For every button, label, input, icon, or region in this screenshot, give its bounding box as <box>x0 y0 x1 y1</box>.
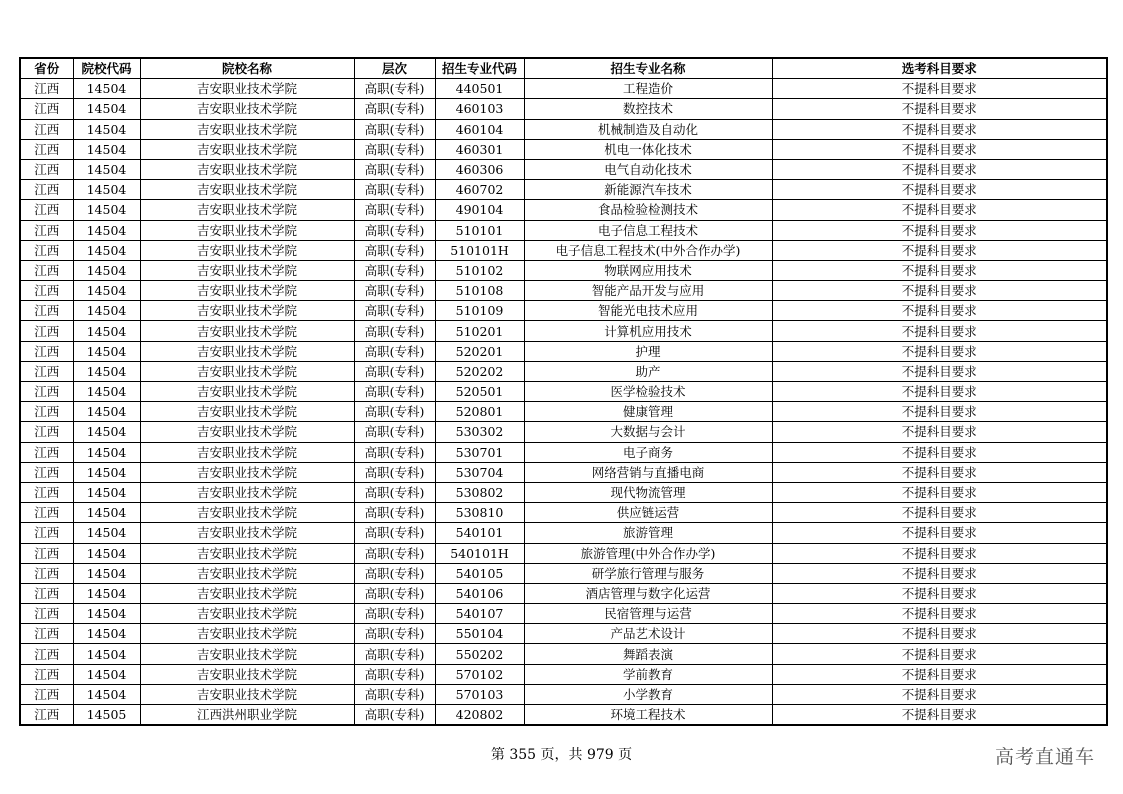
table-cell: 江西 <box>20 119 73 139</box>
table-cell: 14504 <box>73 442 140 462</box>
table-cell: 吉安职业技术学院 <box>140 321 354 341</box>
table-cell: 高职(专科) <box>354 664 435 684</box>
table-cell: 供应链运营 <box>524 503 772 523</box>
table-cell: 电子商务 <box>524 442 772 462</box>
table-row <box>20 563 1107 583</box>
table-cell: 江西 <box>20 99 73 119</box>
table-row <box>20 705 1107 726</box>
table-cell: 吉安职业技术学院 <box>140 644 354 664</box>
table-row <box>20 482 1107 502</box>
table-cell: 江西 <box>20 382 73 402</box>
table-cell: 不提科目要求 <box>772 180 1107 200</box>
table-cell: 14504 <box>73 644 140 664</box>
column-header: 院校代码 <box>73 58 140 79</box>
table-row <box>20 664 1107 684</box>
table-row <box>20 240 1107 260</box>
table-cell: 高职(专科) <box>354 482 435 502</box>
table-cell: 大数据与会计 <box>524 422 772 442</box>
table-cell: 江西 <box>20 482 73 502</box>
table-cell: 510201 <box>435 321 524 341</box>
table-cell: 530701 <box>435 442 524 462</box>
column-header: 招生专业代码 <box>435 58 524 79</box>
table-cell: 高职(专科) <box>354 180 435 200</box>
table-cell: 健康管理 <box>524 402 772 422</box>
table-cell: 不提科目要求 <box>772 543 1107 563</box>
table-cell: 吉安职业技术学院 <box>140 301 354 321</box>
table-cell: 不提科目要求 <box>772 624 1107 644</box>
table-cell: 高职(专科) <box>354 321 435 341</box>
table-cell: 吉安职业技术学院 <box>140 382 354 402</box>
table-cell: 江西 <box>20 523 73 543</box>
table-cell: 420802 <box>435 705 524 726</box>
table-cell: 540105 <box>435 563 524 583</box>
table-cell: 江西 <box>20 79 73 99</box>
table-cell: 高职(专科) <box>354 462 435 482</box>
table-cell: 江西 <box>20 220 73 240</box>
table-cell: 14504 <box>73 503 140 523</box>
table-cell: 酒店管理与数字化运营 <box>524 583 772 603</box>
table-cell: 不提科目要求 <box>772 563 1107 583</box>
table-cell: 490104 <box>435 200 524 220</box>
table-cell: 高职(专科) <box>354 361 435 381</box>
table-cell: 学前教育 <box>524 664 772 684</box>
table-row <box>20 604 1107 624</box>
table-cell: 不提科目要求 <box>772 341 1107 361</box>
table-cell: 新能源汽车技术 <box>524 180 772 200</box>
table-cell: 530302 <box>435 422 524 442</box>
table-cell: 14504 <box>73 79 140 99</box>
table-cell: 江西 <box>20 563 73 583</box>
table-row <box>20 402 1107 422</box>
table-row <box>20 684 1107 704</box>
table-cell: 江西 <box>20 180 73 200</box>
table-cell: 520801 <box>435 402 524 422</box>
table-cell: 460104 <box>435 119 524 139</box>
table-cell: 570103 <box>435 684 524 704</box>
table-cell: 高职(专科) <box>354 422 435 442</box>
table-cell: 江西 <box>20 260 73 280</box>
table-cell: 14504 <box>73 260 140 280</box>
table-cell: 江西 <box>20 281 73 301</box>
table-cell: 14504 <box>73 684 140 704</box>
table-cell: 高职(专科) <box>354 563 435 583</box>
table-cell: 14504 <box>73 139 140 159</box>
table-cell: 14504 <box>73 281 140 301</box>
table-cell: 540106 <box>435 583 524 603</box>
table-cell: 吉安职业技术学院 <box>140 422 354 442</box>
table-cell: 不提科目要求 <box>772 523 1107 543</box>
table-cell: 不提科目要求 <box>772 281 1107 301</box>
table-cell: 江西 <box>20 684 73 704</box>
table-row <box>20 644 1107 664</box>
table-cell: 吉安职业技术学院 <box>140 220 354 240</box>
table-cell: 高职(专科) <box>354 543 435 563</box>
table-row <box>20 462 1107 482</box>
table-cell: 吉安职业技术学院 <box>140 260 354 280</box>
table-cell: 14504 <box>73 99 140 119</box>
table-cell: 不提科目要求 <box>772 462 1107 482</box>
table-cell: 不提科目要求 <box>772 442 1107 462</box>
table-cell: 吉安职业技术学院 <box>140 684 354 704</box>
column-header: 层次 <box>354 58 435 79</box>
table-cell: 环境工程技术 <box>524 705 772 726</box>
table-cell: 高职(专科) <box>354 624 435 644</box>
table-cell: 吉安职业技术学院 <box>140 462 354 482</box>
table-cell: 不提科目要求 <box>772 503 1107 523</box>
table-cell: 不提科目要求 <box>772 139 1107 159</box>
table-header-row <box>20 58 1107 79</box>
table-row <box>20 159 1107 179</box>
table-cell: 高职(专科) <box>354 382 435 402</box>
table-cell: 530802 <box>435 482 524 502</box>
column-header: 选考科目要求 <box>772 58 1107 79</box>
table-cell: 不提科目要求 <box>772 644 1107 664</box>
table-cell: 510101H <box>435 240 524 260</box>
table-row <box>20 281 1107 301</box>
table-row <box>20 99 1107 119</box>
table-cell: 高职(专科) <box>354 402 435 422</box>
table-cell: 高职(专科) <box>354 341 435 361</box>
table-cell: 工程造价 <box>524 79 772 99</box>
table-cell: 高职(专科) <box>354 684 435 704</box>
table-cell: 数控技术 <box>524 99 772 119</box>
table-cell: 14504 <box>73 180 140 200</box>
column-header: 省份 <box>20 58 73 79</box>
table-cell: 江西 <box>20 442 73 462</box>
table-cell: 高职(专科) <box>354 220 435 240</box>
table-row <box>20 341 1107 361</box>
table-cell: 江西 <box>20 321 73 341</box>
table-cell: 14504 <box>73 200 140 220</box>
table-cell: 现代物流管理 <box>524 482 772 502</box>
table-cell: 产品艺术设计 <box>524 624 772 644</box>
table-cell: 不提科目要求 <box>772 321 1107 341</box>
table-cell: 智能光电技术应用 <box>524 301 772 321</box>
table-cell: 江西洪州职业学院 <box>140 705 354 726</box>
table-cell: 江西 <box>20 200 73 220</box>
table-cell: 14504 <box>73 321 140 341</box>
table-cell: 旅游管理(中外合作办学) <box>524 543 772 563</box>
table-cell: 高职(专科) <box>354 705 435 726</box>
table-cell: 14505 <box>73 705 140 726</box>
table-cell: 江西 <box>20 361 73 381</box>
table-cell: 不提科目要求 <box>772 583 1107 603</box>
table-cell: 14504 <box>73 664 140 684</box>
table-cell: 江西 <box>20 543 73 563</box>
column-header: 院校名称 <box>140 58 354 79</box>
table-row <box>20 79 1107 99</box>
table-cell: 14504 <box>73 341 140 361</box>
table-cell: 食品检验检测技术 <box>524 200 772 220</box>
table-cell: 江西 <box>20 422 73 442</box>
table-cell: 江西 <box>20 644 73 664</box>
table-cell: 14504 <box>73 583 140 603</box>
table-cell: 高职(专科) <box>354 260 435 280</box>
table-cell: 14504 <box>73 240 140 260</box>
table-cell: 江西 <box>20 402 73 422</box>
table-row <box>20 583 1107 603</box>
table-cell: 江西 <box>20 462 73 482</box>
table-cell: 小学教育 <box>524 684 772 704</box>
table-cell: 570102 <box>435 664 524 684</box>
table-cell: 不提科目要求 <box>772 119 1107 139</box>
table-cell: 高职(专科) <box>354 159 435 179</box>
table-cell: 江西 <box>20 341 73 361</box>
table-cell: 吉安职业技术学院 <box>140 482 354 502</box>
table-cell: 高职(专科) <box>354 139 435 159</box>
table-cell: 550202 <box>435 644 524 664</box>
table-row <box>20 503 1107 523</box>
table-cell: 吉安职业技术学院 <box>140 563 354 583</box>
page-number: 第 355 页，共 979 页 <box>490 747 633 763</box>
table-cell: 江西 <box>20 624 73 644</box>
table-row <box>20 624 1107 644</box>
table-cell: 14504 <box>73 361 140 381</box>
table-row <box>20 361 1107 381</box>
table-cell: 民宿管理与运营 <box>524 604 772 624</box>
table-cell: 510101 <box>435 220 524 240</box>
table-cell: 540107 <box>435 604 524 624</box>
table-cell: 江西 <box>20 139 73 159</box>
table-cell: 高职(专科) <box>354 604 435 624</box>
table-cell: 电气自动化技术 <box>524 159 772 179</box>
table-cell: 14504 <box>73 624 140 644</box>
table-cell: 高职(专科) <box>354 301 435 321</box>
table-cell: 高职(专科) <box>354 99 435 119</box>
table-cell: 高职(专科) <box>354 240 435 260</box>
table-cell: 14504 <box>73 301 140 321</box>
table-cell: 14504 <box>73 382 140 402</box>
table-cell: 14504 <box>73 543 140 563</box>
table-cell: 不提科目要求 <box>772 301 1107 321</box>
table-row <box>20 260 1107 280</box>
table-cell: 14504 <box>73 220 140 240</box>
table-cell: 不提科目要求 <box>772 422 1107 442</box>
table-cell: 旅游管理 <box>524 523 772 543</box>
table-cell: 吉安职业技术学院 <box>140 523 354 543</box>
table-row <box>20 119 1107 139</box>
table-cell: 530810 <box>435 503 524 523</box>
table-cell: 高职(专科) <box>354 503 435 523</box>
table-row <box>20 382 1107 402</box>
table-cell: 吉安职业技术学院 <box>140 200 354 220</box>
table-row <box>20 220 1107 240</box>
table-cell: 高职(专科) <box>354 583 435 603</box>
table-cell: 不提科目要求 <box>772 240 1107 260</box>
admission-table <box>19 57 1108 726</box>
table-cell: 不提科目要求 <box>772 361 1107 381</box>
table-cell: 护理 <box>524 341 772 361</box>
table-cell: 吉安职业技术学院 <box>140 159 354 179</box>
table-cell: 540101 <box>435 523 524 543</box>
table-cell: 医学检验技术 <box>524 382 772 402</box>
table-cell: 14504 <box>73 563 140 583</box>
table-row <box>20 139 1107 159</box>
table-row <box>20 200 1107 220</box>
table-row <box>20 523 1107 543</box>
table-cell: 460103 <box>435 99 524 119</box>
table-cell: 吉安职业技术学院 <box>140 281 354 301</box>
table-cell: 高职(专科) <box>354 644 435 664</box>
table-cell: 研学旅行管理与服务 <box>524 563 772 583</box>
table-cell: 吉安职业技术学院 <box>140 361 354 381</box>
table-cell: 不提科目要求 <box>772 260 1107 280</box>
table-cell: 14504 <box>73 462 140 482</box>
table-cell: 吉安职业技术学院 <box>140 119 354 139</box>
table-cell: 吉安职业技术学院 <box>140 402 354 422</box>
table-cell: 江西 <box>20 604 73 624</box>
table-row <box>20 301 1107 321</box>
table-cell: 14504 <box>73 482 140 502</box>
table-cell: 510109 <box>435 301 524 321</box>
table-cell: 不提科目要求 <box>772 705 1107 726</box>
table-cell: 14504 <box>73 402 140 422</box>
table-cell: 计算机应用技术 <box>524 321 772 341</box>
table-cell: 吉安职业技术学院 <box>140 180 354 200</box>
table-cell: 540101H <box>435 543 524 563</box>
table-cell: 吉安职业技术学院 <box>140 664 354 684</box>
table-row <box>20 442 1107 462</box>
table-cell: 不提科目要求 <box>772 382 1107 402</box>
table-cell: 14504 <box>73 523 140 543</box>
table-cell: 不提科目要求 <box>772 482 1107 502</box>
table-cell: 电子信息工程技术 <box>524 220 772 240</box>
table-cell: 高职(专科) <box>354 200 435 220</box>
table-cell: 吉安职业技术学院 <box>140 99 354 119</box>
table-cell: 物联网应用技术 <box>524 260 772 280</box>
table-row <box>20 180 1107 200</box>
table-row <box>20 321 1107 341</box>
table-cell: 吉安职业技术学院 <box>140 341 354 361</box>
table-cell: 不提科目要求 <box>772 402 1107 422</box>
table-cell: 520201 <box>435 341 524 361</box>
table-cell: 吉安职业技术学院 <box>140 503 354 523</box>
table-cell: 吉安职业技术学院 <box>140 624 354 644</box>
table-cell: 高职(专科) <box>354 79 435 99</box>
table-cell: 高职(专科) <box>354 119 435 139</box>
table-cell: 460301 <box>435 139 524 159</box>
table-cell: 吉安职业技术学院 <box>140 139 354 159</box>
table-cell: 吉安职业技术学院 <box>140 604 354 624</box>
table-cell: 不提科目要求 <box>772 99 1107 119</box>
table-cell: 14504 <box>73 159 140 179</box>
table-cell: 不提科目要求 <box>772 684 1107 704</box>
table-cell: 550104 <box>435 624 524 644</box>
table-cell: 14504 <box>73 119 140 139</box>
table-cell: 不提科目要求 <box>772 664 1107 684</box>
table-cell: 江西 <box>20 583 73 603</box>
table-cell: 440501 <box>435 79 524 99</box>
table-cell: 吉安职业技术学院 <box>140 543 354 563</box>
table-cell: 网络营销与直播电商 <box>524 462 772 482</box>
table-cell: 510108 <box>435 281 524 301</box>
table-cell: 江西 <box>20 240 73 260</box>
table-cell: 14504 <box>73 422 140 442</box>
table-cell: 智能产品开发与应用 <box>524 281 772 301</box>
table-cell: 江西 <box>20 159 73 179</box>
table-cell: 520202 <box>435 361 524 381</box>
table-cell: 助产 <box>524 361 772 381</box>
table-cell: 江西 <box>20 664 73 684</box>
table-cell: 不提科目要求 <box>772 79 1107 99</box>
table-cell: 14504 <box>73 604 140 624</box>
table-cell: 不提科目要求 <box>772 200 1107 220</box>
column-header: 招生专业名称 <box>524 58 772 79</box>
table-cell: 吉安职业技术学院 <box>140 79 354 99</box>
watermark-logo-text: 高考直通车 <box>994 746 1095 768</box>
table-cell: 高职(专科) <box>354 281 435 301</box>
table-cell: 不提科目要求 <box>772 604 1107 624</box>
table-cell: 机电一体化技术 <box>524 139 772 159</box>
table-cell: 江西 <box>20 503 73 523</box>
table-cell: 吉安职业技术学院 <box>140 442 354 462</box>
table-cell: 不提科目要求 <box>772 220 1107 240</box>
table-cell: 510102 <box>435 260 524 280</box>
table-cell: 吉安职业技术学院 <box>140 583 354 603</box>
table-cell: 460702 <box>435 180 524 200</box>
table-cell: 机械制造及自动化 <box>524 119 772 139</box>
table-cell: 舞蹈表演 <box>524 644 772 664</box>
table-cell: 530704 <box>435 462 524 482</box>
table-cell: 江西 <box>20 705 73 726</box>
table-row <box>20 543 1107 563</box>
table-body <box>20 79 1107 726</box>
table-cell: 吉安职业技术学院 <box>140 240 354 260</box>
table-row <box>20 422 1107 442</box>
admission-table-sheet <box>19 57 1106 726</box>
table-cell: 高职(专科) <box>354 442 435 462</box>
table-cell: 520501 <box>435 382 524 402</box>
table-cell: 江西 <box>20 301 73 321</box>
table-cell: 高职(专科) <box>354 523 435 543</box>
table-cell: 电子信息工程技术(中外合作办学) <box>524 240 772 260</box>
table-cell: 460306 <box>435 159 524 179</box>
table-cell: 不提科目要求 <box>772 159 1107 179</box>
